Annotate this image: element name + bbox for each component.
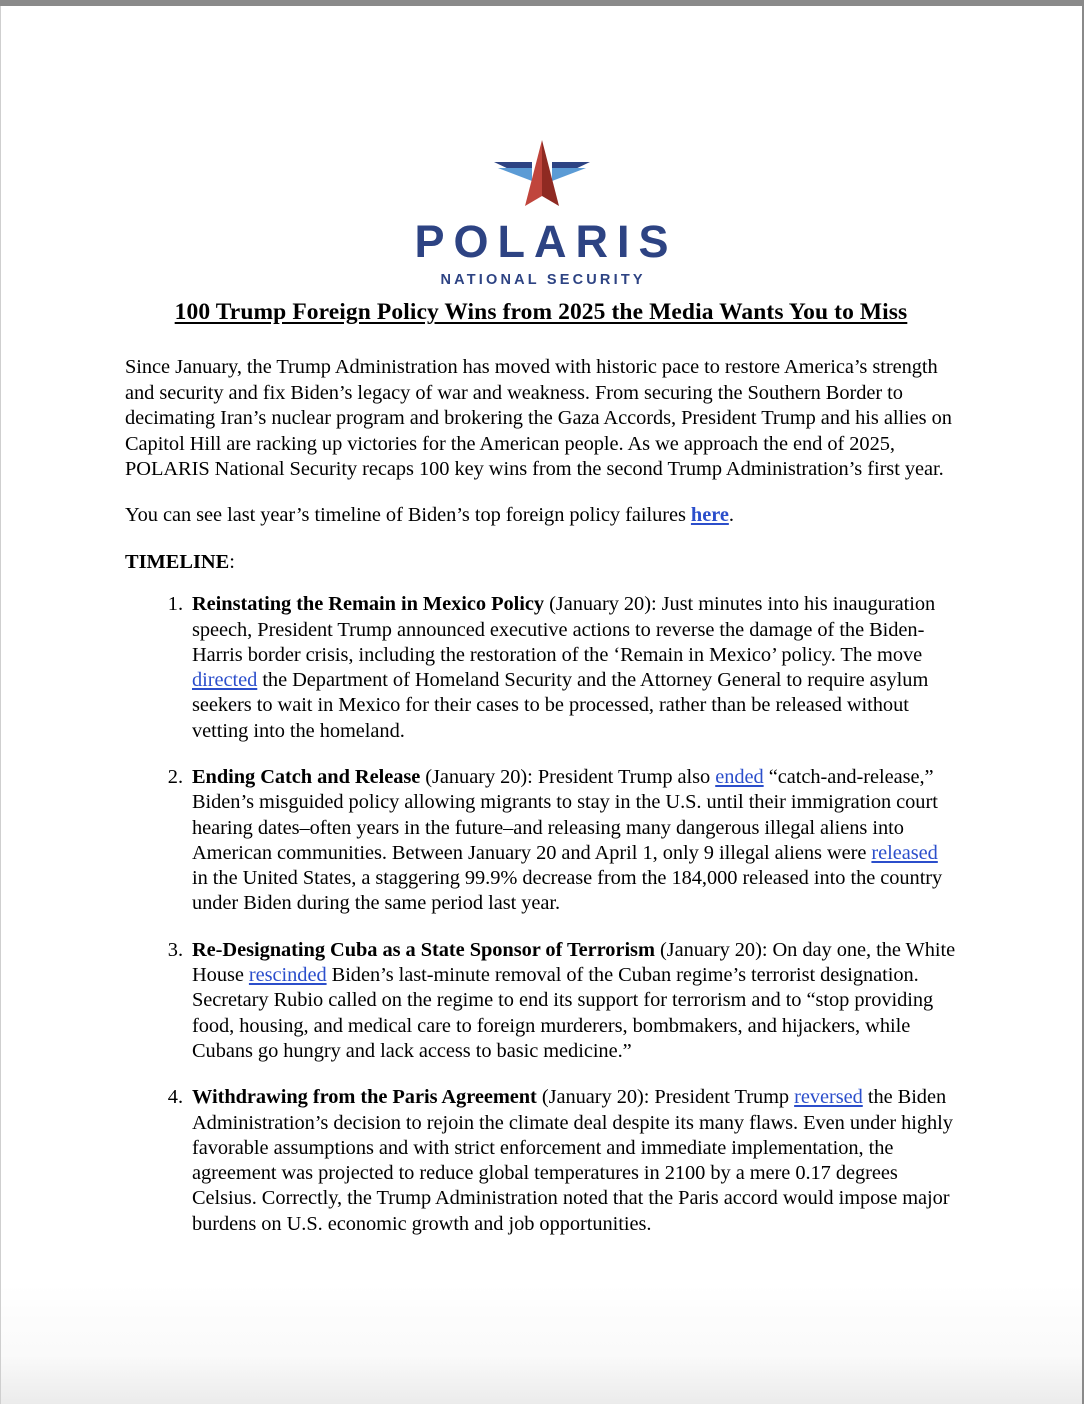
item-body-before: Just minutes into his inauguration speech, President Trump announced executive actions to reverse the damage of the Biden-Harris border crisis, including the restoration of the ‘Remain in Mexico’ policy. The move [192, 593, 936, 666]
timeline-heading-colon: : [229, 550, 235, 573]
item-body-after-2: in the United States, a staggering 99.9% decrease from the 184,000 released into the country under Biden during the same period last year. [192, 867, 943, 915]
item-body-before: President Trump also [537, 766, 716, 788]
page-title: 100 Trump Foreign Policy Wins from 2025 the Media Wants You to Miss [174, 299, 908, 325]
document-page [1, 6, 1082, 1404]
item-body-after: the Biden Administration’s decision to rejoin the climate deal despite its many flaws. Even under highly favorable assumptions and with strict enforcement and immediate implementation, the agreement was projected to reduce global temperatures in 2100 by a mere 0.17 degrees Celsius. Correctly, the Trump Administration noted that the Paris accord would impose major burdens on U.S. economic growth and job opportunities. [192, 1086, 953, 1235]
timeline-heading [125, 550, 957, 575]
directed-link[interactable]: directed [192, 669, 258, 692]
spacer [125, 482, 957, 503]
item-heading: Re-Designating Cuba as a State Sponsor of Terrorism [192, 938, 655, 961]
rescinded-link[interactable]: rescinded [248, 964, 327, 987]
last-year-line [125, 503, 957, 528]
logo-tagline: NATIONAL SECURITY [440, 272, 646, 288]
reversed-link[interactable]: reversed [794, 1086, 863, 1109]
last-year-text-after: . [728, 504, 734, 527]
item-body-after: Biden’s last-minute removal of the Cuban regime’s terrorist designation. Secretary Rubio called on the regime to end its support for terrorism and to “stop providing food, housing, and medical care to foreign murderers, bombmakers, and hijackers, while Cubans go hungry and lack access to basic medicine.” [192, 964, 934, 1062]
item-date: (January 20): [420, 766, 538, 788]
list-item [125, 1085, 957, 1237]
item-date: (January 20): [544, 593, 662, 616]
list-item [125, 938, 957, 1064]
released-link[interactable]: released [871, 841, 938, 864]
here-link[interactable]: here [690, 504, 729, 527]
intro-paragraph: Since January, the Trump Administration has moved with historic pace to restore America’s strength and security and fix Biden’s legacy of war and weakness. From securing the Southern Border to decimating Iran’s nuclear program and brokering the Gaza Accords, President Trump and his allies on Capitol Hill are racking up victories for the American people. As we approach the end of 2025, POLARIS National Security recaps 100 key wins from the second Trump Administration’s first year. [125, 356, 952, 480]
polaris-logo [1, 140, 1082, 288]
item-date: (January 20): [536, 1086, 655, 1109]
item-body-after: the Department of Homeland Security and the Attorney General to require asylum seekers to wait in Mexico for their cases to be processed, rather than be released without vetting into the homeland. [192, 669, 929, 742]
timeline-heading-label: TIMELINE [125, 550, 230, 573]
spacer [125, 529, 957, 550]
logo-wordmark: POLARIS [414, 216, 678, 267]
item-date: (January 20): [654, 938, 773, 961]
list-item [125, 765, 957, 917]
item-heading: Ending Catch and Release [192, 766, 421, 788]
document-body [125, 298, 957, 1237]
item-body-after: “catch-and-release,” Biden’s misguided policy allowing migrants to stay in the U.S. until their immigration court hearing dates–often years in the future–and releasing many dangerous illegal aliens into American communities. Between January 20 and April 1, only 9 illegal aliens were [192, 766, 938, 864]
item-heading: Withdrawing from the Paris Agreement [192, 1086, 537, 1109]
list-item [125, 592, 957, 744]
item-heading: Reinstating the Remain in Mexico Policy [192, 593, 545, 616]
item-body-before: President Trump [654, 1086, 795, 1109]
polaris-star-icon [494, 140, 590, 212]
timeline-list [125, 592, 957, 1237]
spacer [125, 575, 957, 592]
spacer [125, 327, 957, 355]
last-year-text-before: You can see last year’s timeline of Biden’s top foreign policy failures [125, 504, 691, 527]
item-body-before: On day one, the White House [192, 938, 956, 987]
ended-link[interactable]: ended [715, 766, 764, 788]
